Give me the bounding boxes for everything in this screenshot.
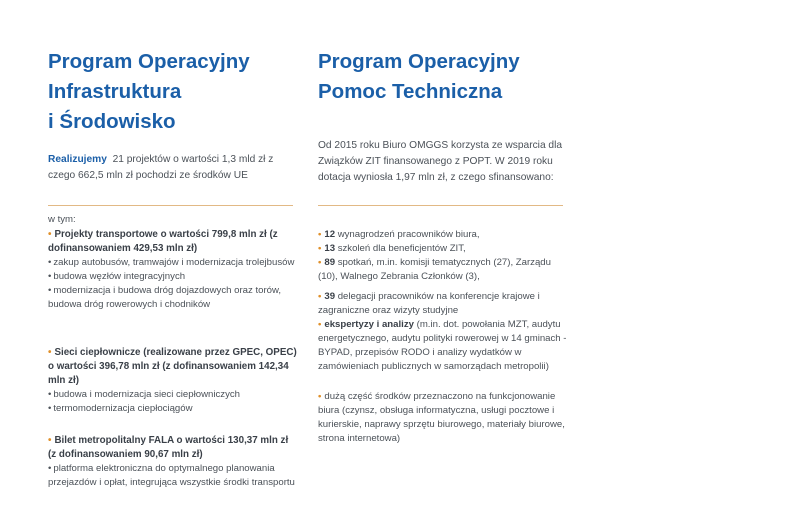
bullet-icon: • (318, 229, 322, 240)
bullet-icon: • (48, 435, 52, 446)
right-list-item: • dużą część środków przeznaczono na funkcjonowanie biura (czynsz, obsługa informatyczna, usługi pocztowe i kurierskie, naprawy sprzętu biurowego, materiały biurowe, strona internetowa) (318, 391, 565, 444)
left-intro (48, 152, 298, 184)
bullet-icon: • (318, 257, 322, 268)
left-subitem: • termomodernizacja ciepłociągów (48, 403, 193, 414)
bullet-icon: • (318, 291, 322, 302)
bullet-icon: • (48, 347, 52, 358)
right-list-item: • ekspertyzy i analizy (m.in. dot. powołania MZT, audytu energetycznego, audytu polityki rowerowej w 14 gminach - BYPAD, przepisów RODO i analizy wydatków w zamówieniach publicznych w samorządach metropolii) (318, 319, 567, 372)
left-item-title: Sieci ciepłownicze (realizowane przez GPEC, OPEC) o wartości 396,78 mln zł (z dofinansowaniem 142,34 mln zł) (48, 347, 297, 386)
bullet-icon: • (318, 319, 322, 330)
left-subitem: • platforma elektroniczna do optymalnego planowania przejazdów i opłat, integrująca wszystkie środki transportu (48, 463, 295, 488)
right-heading (318, 47, 520, 107)
right-list-item: • 89 spotkań, m.in. komisji tematycznych (27), Zarządu (10), Walnego Zebrania Członków (3), (318, 257, 551, 282)
left-subitem: • budowa i modernizacja sieci ciepłowniczych (48, 389, 240, 400)
left-subitem: • modernizacja i budowa dróg dojazdowych oraz torów, budowa dróg rowerowych i chodników (48, 285, 282, 310)
bullet-icon: • (48, 229, 52, 240)
left-divider (48, 205, 293, 206)
left-subitem: • budowa węzłów integracyjnych (48, 271, 186, 282)
left-item-transport (48, 228, 298, 312)
left-item-ticket (48, 434, 298, 490)
left-heading-line-2: Infrastruktura (48, 80, 182, 103)
left-lead: w tym: (48, 214, 76, 225)
right-intro: Od 2015 roku Biuro OMGGS korzysta ze wsparcia dla Związków ZIT finansowanego z POPT. W 2019 roku dotacja wyniosła 1,97 mln zł, z czego sfinansowano: (318, 140, 563, 183)
left-intro-strong: Realizujemy (48, 154, 107, 165)
right-divider (318, 205, 563, 206)
left-heading-line-3: i Środowisko (48, 110, 176, 133)
right-heading-line-2: Pomoc Techniczna (318, 80, 503, 103)
left-subitem: • zakup autobusów, tramwajów i modernizacja trolejbusów (48, 257, 295, 268)
left-item-title: Projekty transportowe o wartości 799,8 mln zł (z dofinansowaniem 429,53 mln zł) (48, 229, 278, 254)
right-list-item: • 13 szkoleń dla beneficjentów ZIT, (318, 243, 466, 254)
right-heading-line-1: Program Operacyjny (318, 50, 520, 73)
left-heading (48, 47, 250, 137)
bullet-icon: • (318, 243, 322, 254)
right-list-item: • 12 wynagrodzeń pracowników biura, (318, 229, 480, 240)
left-item-title: Bilet metropolitalny FALA o wartości 130,37 mln zł (z dofinansowaniem 90,67 mln zł) (48, 435, 289, 460)
right-list-item: • 39 delegacji pracowników na konferencje krajowe i zagraniczne oraz wizyty studyjne (318, 291, 540, 316)
left-intro-text: 21 projektów o wartości 1,3 mld zł z czego 662,5 mln zł pochodzi ze środków UE (48, 154, 274, 181)
left-heading-line-1: Program Operacyjny (48, 50, 250, 73)
bullet-icon: • (318, 391, 322, 402)
left-item-heating (48, 346, 298, 416)
